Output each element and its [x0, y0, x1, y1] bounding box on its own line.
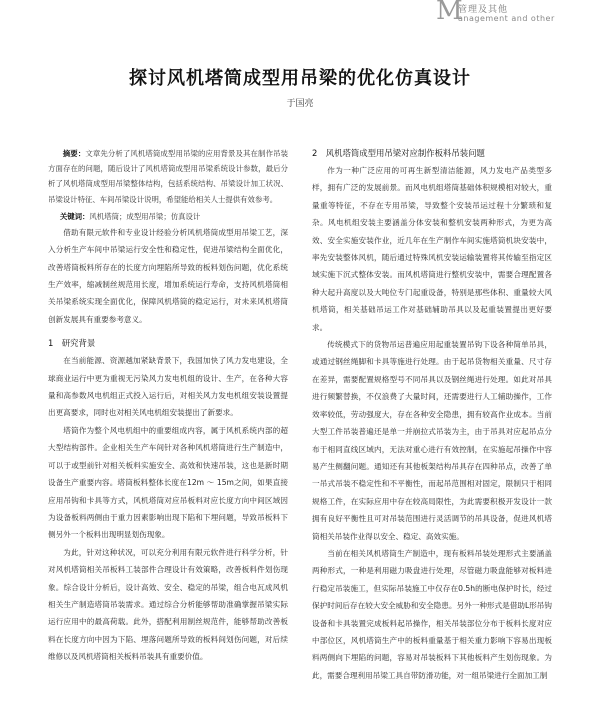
section-1-paragraph: 在当前能源、资源越加紧缺背景下，我国加快了风力发电建设，全球商业运行中更为重视无污染风力发电机组的设计、生产，在各种大容量和高参数风电机组正式投入运行后，对相关风力发电机组安装设置提出更高要求，同时也对相关风电机组安装提出了新要求。 [48, 356, 288, 418]
section-2-paragraph: 传统模式下的货物吊运普遍应用起重装置吊钩下设各种简单吊具，或通过钢丝绳脚和卡具等施进行处理。由于起吊货物相关重量、尺寸存在差异，需要配置规格型号不同吊具以及钢丝绳进行处理。如此对吊具进行频繁替换，不仅浪费了大量时间，还需要进行人工辅助操作，工作效率较低，劳动强度大，存在各种安全隐患，拥有较高作业成本。当前大型工件吊装普遍还是单一并崩拉式吊装为主，由于吊具对应起吊点分布于相同直线区域内，无法对重心进行有效控制，在实施起吊操作中容易产生侧翻问题。通知还有其他板架结构吊具存在四种吊点，改善了单一吊式吊装不稳定性和不平衡性，而起吊范围相对固定，限制只于相同规格工件，在实际应用中存在较高局限性，为此需要积极开发设计一款拥有良好平衡性且可对吊装范围进行灵活调节的吊具设备，促进风机塔筒相关吊装作业得以安全、稳定、高效实施。 [312, 340, 552, 541]
right-column [312, 146, 552, 684]
article-author: 于国亮 [286, 99, 314, 109]
abstract [48, 146, 288, 207]
section-1-heading: 1 研究背景 [48, 338, 96, 349]
section-1-paragraph: 为此，针对这种状况，可以充分利用有限元软件进行科学分析，针对风机塔筒相关吊板料工装部件合理设计有效策略，改善板料件划伤现象。综合设计分析后，设计高效、安全、稳定的吊梁，组合电瓦成风机相关生产制造塔筒吊装需求。通过综合分析能够帮助准确掌握吊梁实际运行应用中的最高荷载。此外，搭配利用制丝规范件，能够帮助改善板料在长度方向中因为下陷、埋落问题所导致的板料间划伤问题，对后续维修以及风机塔筒相关板料吊装具有重要价值。 [48, 547, 288, 662]
abstract-text: 文章先分析了风机塔筒成型用吊梁的应用背景及其在制作吊装方面存在的问题，随后设计了风机塔筒成型用吊梁系统设计参数，最后分析了风机塔筒成型用吊梁整体结构，包括系统结构、吊梁设计加工状况、吊梁设计特征、车间吊梁设计说明，希望能给相关人士提供有效参考。 [48, 149, 288, 204]
page-header [0, 0, 600, 30]
section-name-chinese: 管理及其他 [458, 5, 509, 15]
keywords-label: 关键词： [59, 211, 90, 221]
abstract-label: 摘要： [62, 149, 86, 158]
section-1-paragraph: 塔筒作为整个风电机组中的重要组成内容，属于风机系统内部的超大型结构部件。企业相关生产车间针对各种风机塔筒进行生产制造中，可以于或型前针对相关板料实施安全、高效和快速吊装，这也是新时期设备生产重要内容。塔筒板料整体长度在12m ～ 15m之间，如果直接应用吊钩和卡具等方式，风机塔筒对应吊板料对应长度方向中间区域因为设备板料两侧由于重力因素影响出现下陷和下埋问题，导致吊板料下侧另外一个板料出现明显划伤现象。 [48, 425, 288, 540]
intro-paragraph: 借助有限元软件和专业设计经验分析风机塔筒成型用吊梁工艺，深入分析生产车间中吊梁运行安全性和稳定性，促进吊梁结构全面优化，改善塔筒板料所存在的长度方向埋陷所导致的板料划伤问题，优化系统生产效率，缩减制丝规范用长度，增加系统运行寿命，支持风机塔筒相关吊梁系统实现全面优化，保障风机塔筒的稳定运行，对未来风机塔筒创新发展具有重要参考意义。 [48, 227, 288, 324]
section-logo-letter: M [436, 0, 463, 26]
article-title: 探讨风机塔筒成型用吊梁的优化仿真设计 [129, 68, 471, 89]
section-2-paragraph: 当前在相关风机塔筒生产制造中，现有板料吊装处理形式主要涵盖两种形式，一种是利用磁力吸盘进行处理，尽管磁力吸盘能够对板料进行稳定吊装施工，但实际吊装施工中仅存在0.5h的断电保护时长，经过保护时间后存在较大安全威胁和安全隐患。另外一种形式是借助L形吊钩设备和卡具装置完成板料起吊操作，相关吊装部位分布于板料长度对应中部位区，风机塔筒生产中的板料重量基于相关重力影响下容易出现板料两侧向下埋陷的问题，容易对吊装板料下其他板料产生划伤现象。为此，需要合理利用吊梁工具自带防滑功能，对一组吊梁进行全面加工制 [312, 548, 552, 680]
section-2-paragraph: 作为一种广泛应用的可再生新型清洁能源，风力发电产品类型多样，拥有广泛的发展前景。而风电机组塔筒基础体积规模相对较大，重量重等特征，不存在专用吊梁，导致整个安装吊运过程十分繁琐和复杂。风电机组安装主要涵盖分体安装和整机安装两种形式，为更为高效、安全实施安装作业，近几年在生产制作车间实施塔筒机块安装中，率先安装整体风机，随后通过特殊风机安装运输装置将其传输至指定区域实施下沉式整体安装。而风机塔筒进行整机安装中，需要合理配置各种大起升高度以及大吨位专门起重设备，特别是那些体积、重量较大风机塔筒，相关基础吊运工作对基础辅助吊具以及起重装置提出更好要求。 [312, 166, 552, 332]
keywords [48, 209, 288, 224]
keywords-text: 风机塔筒；成型用吊梁；仿真设计 [89, 211, 201, 221]
left-column [48, 146, 288, 666]
section-2-heading: 2 风机塔筒成型用吊梁对应制作板料吊装问题 [312, 148, 485, 158]
section-name-english: anagement and other [458, 14, 555, 23]
